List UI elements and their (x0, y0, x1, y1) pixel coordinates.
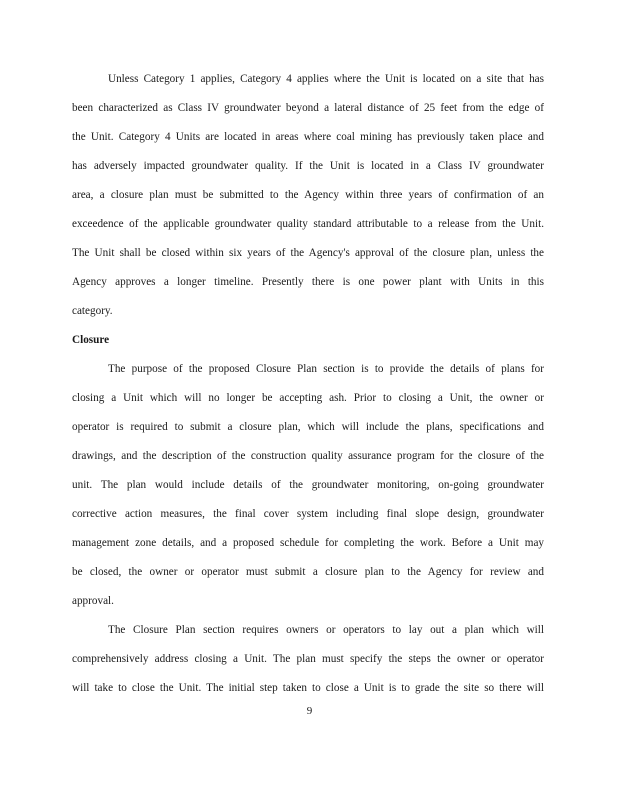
paragraph-1-line: area, a closure plan must be submitted to the Agency within three years of confirmation of an (72, 189, 544, 201)
paragraph-1-line: been characterized as Class IV groundwater beyond a lateral distance of 25 feet from the edge of (72, 102, 544, 114)
section-heading-closure: Closure (72, 334, 110, 346)
paragraph-2-line: be closed, the owner or operator must submit a closure plan to the Agency for review and (72, 566, 544, 578)
paragraph-2-line: management zone details, and a proposed schedule for completing the work. Before a Unit may (72, 537, 544, 549)
paragraph-2-line: corrective action measures, the final cover system including final slope design, groundwater (72, 508, 544, 520)
paragraph-3-line: The Closure Plan section requires owners or operators to lay out a plan which will (108, 624, 544, 636)
paragraph-1-line: category. (72, 305, 113, 317)
paragraph-2-line: operator is required to submit a closure plan, which will include the plans, specifications and (72, 421, 544, 433)
paragraph-1-line: exceedence of the applicable groundwater quality standard attributable to a release from the Unit. (72, 218, 544, 230)
paragraph-3-line: will take to close the Unit. The initial step taken to close a Unit is to grade the site so there will (72, 682, 544, 694)
paragraph-1-line: Unless Category 1 applies, Category 4 applies where the Unit is located on a site that has (108, 73, 544, 85)
paragraph-1-line: has adversely impacted groundwater quality. If the Unit is located in a Class IV groundwater (72, 160, 544, 172)
paragraph-2-line: The purpose of the proposed Closure Plan section is to provide the details of plans for (108, 363, 544, 375)
paragraph-1-line: The Unit shall be closed within six years of the Agency's approval of the closure plan, unless the (72, 247, 544, 259)
paragraph-2-line: drawings, and the description of the construction quality assurance program for the closure of the (72, 450, 544, 462)
paragraph-3-line: comprehensively address closing a Unit. The plan must specify the steps the owner or operator (72, 653, 544, 665)
paragraph-1-line: the Unit. Category 4 Units are located in areas where coal mining has previously taken place and (72, 131, 544, 143)
paragraph-1-line: Agency approves a longer timeline. Presently there is one power plant with Units in this (72, 276, 544, 288)
paragraph-2-line: closing a Unit which will no longer be accepting ash. Prior to closing a Unit, the owner or (72, 392, 544, 404)
page-number: 9 (306, 705, 313, 717)
paragraph-2-line: unit. The plan would include details of the groundwater monitoring, on-going groundwater (72, 479, 544, 491)
paragraph-2-line: approval. (72, 595, 114, 607)
